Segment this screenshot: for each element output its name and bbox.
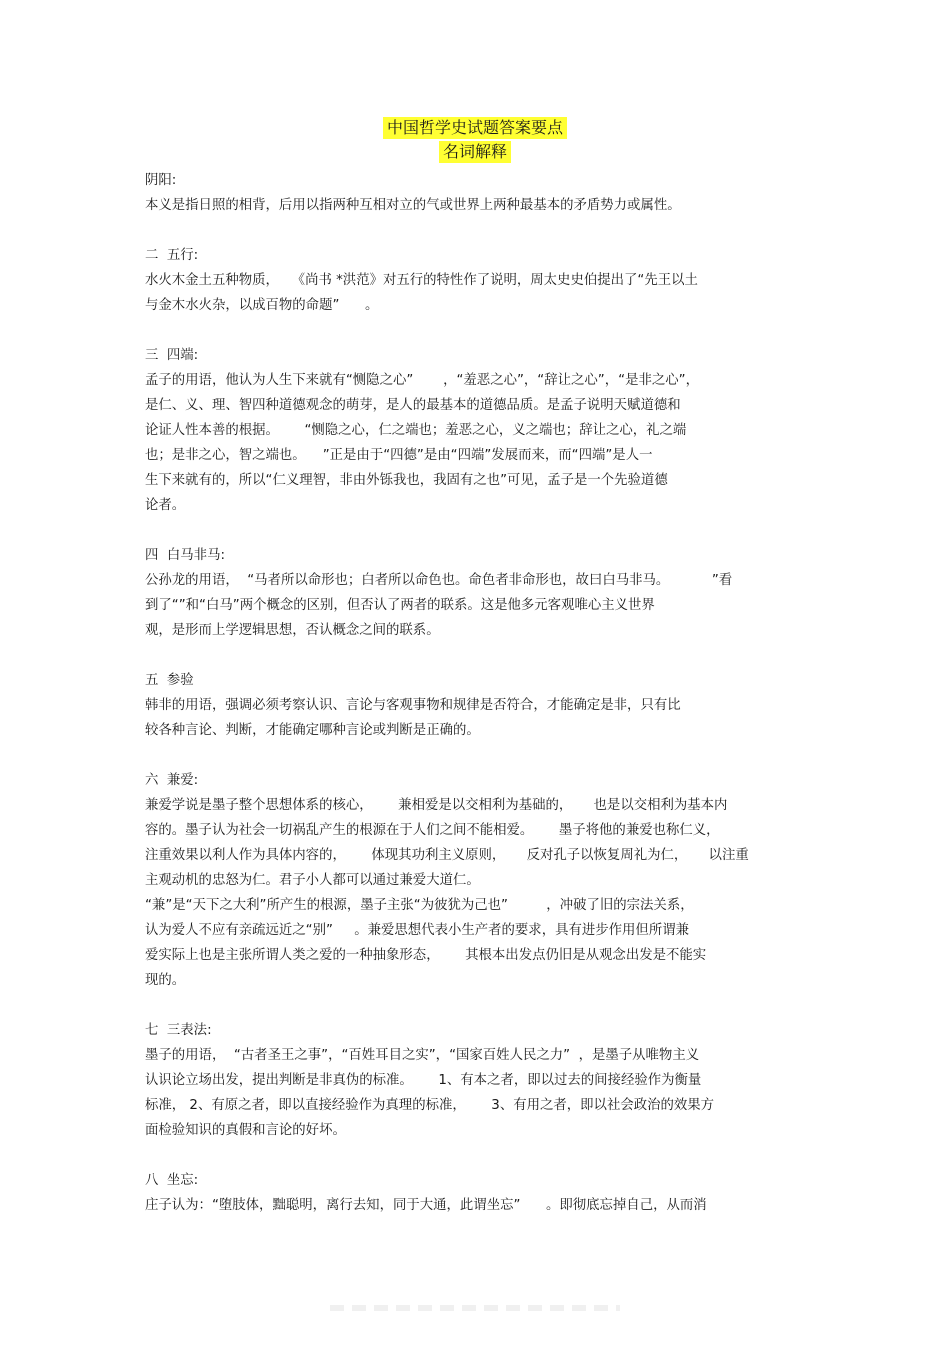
section-text-line: 论者。 xyxy=(145,498,186,513)
section-heading: 七 三表法: xyxy=(145,1023,212,1038)
section-5 xyxy=(145,668,810,768)
section-text-line: 观，是形而上学逻辑思想，否认概念之间的联系。 xyxy=(145,623,440,638)
section-text-line: 爱实际上也是主张所谓人类之爱的一种抽象形态， 其根本出发点仍旧是从观念出发是不能实 xyxy=(145,948,707,963)
section-text-line: 容的。墨子认为社会一切祸乱产生的根源在于人们之间不能相爱。 墨子将他的兼爱也称仁义， xyxy=(145,823,720,838)
section-heading: 五 参验 xyxy=(145,673,194,688)
section-spacer xyxy=(145,1143,810,1168)
section-1 xyxy=(145,168,810,243)
section-spacer xyxy=(145,643,810,668)
section-text-line: 较各种言论、判断，才能确定哪种言论或判断是正确的。 xyxy=(145,723,480,738)
document-title: 中国哲学史试题答案要点 xyxy=(383,117,567,139)
section-text-line: 孟子的用语，他认为人生下来就有“恻隐之心” ，“羞恶之心”，“辞让之心”，“是非之心”， xyxy=(145,373,699,388)
section-3 xyxy=(145,343,810,543)
section-6 xyxy=(145,768,810,1018)
section-text-line: 墨子的用语， “古者圣王之事”，“百姓耳目之实”，“国家百姓人民之力” ，是墨子从唯物主义 xyxy=(145,1048,700,1063)
section-text-line: 论证人性本善的根据。 “恻隐之心，仁之端也；羞恶之心，义之端也；辞让之心，礼之端 xyxy=(145,423,687,438)
section-text-line: 主观动机的忠怒为仁。君子小人都可以通过兼爱大道仁。 xyxy=(145,873,480,888)
section-text-line: “兼”是“天下之大利”所产生的根源，墨子主张“为彼犹为己也” ，冲破了旧的宗法关系， xyxy=(145,898,694,913)
section-7 xyxy=(145,1018,810,1168)
section-text-line: 认为爱人不应有亲疏远近之“别” 。兼爱思想代表小生产者的要求，具有进步作用但所谓兼 xyxy=(145,923,689,938)
section-text-line: 韩非的用语，强调必须考察认识、言论与客观事物和规律是否符合，才能确定是非，只有比 xyxy=(145,698,681,713)
section-heading: 四 白马非马: xyxy=(145,548,225,563)
section-heading: 八 坐忘: xyxy=(145,1173,199,1188)
section-text-line: 庄子认为：“堕肢体，黜聪明，离行去知，同于大通，此谓坐忘” 。即彻底忘掉自己，从而消 xyxy=(145,1198,707,1213)
section-text-line: 注重效果以利人作为具体内容的， 体现其功利主义原则， 反对孔子以恢复周礼为仁， 以注重 xyxy=(145,848,749,863)
section-text-line: 本义是指日照的相背，后用以指两种互相对立的气或世界上两种最基本的矛盾势力或属性。 xyxy=(145,198,681,213)
section-text-line: 与金木水火杂，以成百物的命题” 。 xyxy=(145,298,379,313)
document-subtitle: 名词解释 xyxy=(439,141,511,163)
section-heading: 三 四端: xyxy=(145,348,199,363)
section-text-line: 到了“”和“白马”两个概念的区别，但否认了两者的联系。这是他多元客观唯心主义世界 xyxy=(145,598,655,613)
section-text-line: 现的。 xyxy=(145,973,186,988)
section-text-line: 也；是非之心，智之端也。 ”正是由于“四德”是由“四端”发展而来，而“四端”是人一 xyxy=(145,448,653,463)
title-block xyxy=(0,117,950,165)
section-heading: 六 兼爱: xyxy=(145,773,199,788)
section-heading: 阴阳: xyxy=(145,173,177,188)
section-8 xyxy=(145,1168,810,1218)
section-text-line: 是仁、义、理、智四种道德观念的萌芽，是人的最基本的道德品质。是孟子说明天赋道德和 xyxy=(145,398,681,413)
section-text-line: 兼爱学说是墨子整个思想体系的核心， 兼相爱是以交相利为基础的， 也是以交相利为基本内 xyxy=(145,798,728,813)
section-4 xyxy=(145,543,810,668)
document-body xyxy=(145,168,810,1218)
section-2 xyxy=(145,243,810,343)
section-spacer xyxy=(145,993,810,1018)
section-spacer xyxy=(145,518,810,543)
section-heading: 二 五行: xyxy=(145,248,199,263)
footer-watermark xyxy=(330,1305,620,1311)
section-text-line: 面检验知识的真假和言论的好坏。 xyxy=(145,1123,346,1138)
section-text-line: 水火木金土五种物质， 《尚书 *洪范》对五行的特性作了说明，周太史史伯提出了“先王以土 xyxy=(145,273,698,288)
section-spacer xyxy=(145,218,810,243)
section-text-line: 公孙龙的用语， “马者所以命形也；白者所以命色也。命色者非命形也，故曰白马非马。 ”看 xyxy=(145,573,733,588)
section-text-line: 认识论立场出发，提出判断是非真伪的标准。 1、有本之者，即以过去的间接经验作为衡量 xyxy=(145,1073,702,1088)
section-text-line: 生下来就有的，所以“仁义理智，非由外铄我也，我固有之也”可见，孟子是一个先验道德 xyxy=(145,473,668,488)
section-text-line: 标准， 2、有原之者，即以直接经验作为真理的标准， 3、有用之者，即以社会政治的效果方 xyxy=(145,1098,715,1113)
section-spacer xyxy=(145,743,810,768)
section-spacer xyxy=(145,318,810,343)
